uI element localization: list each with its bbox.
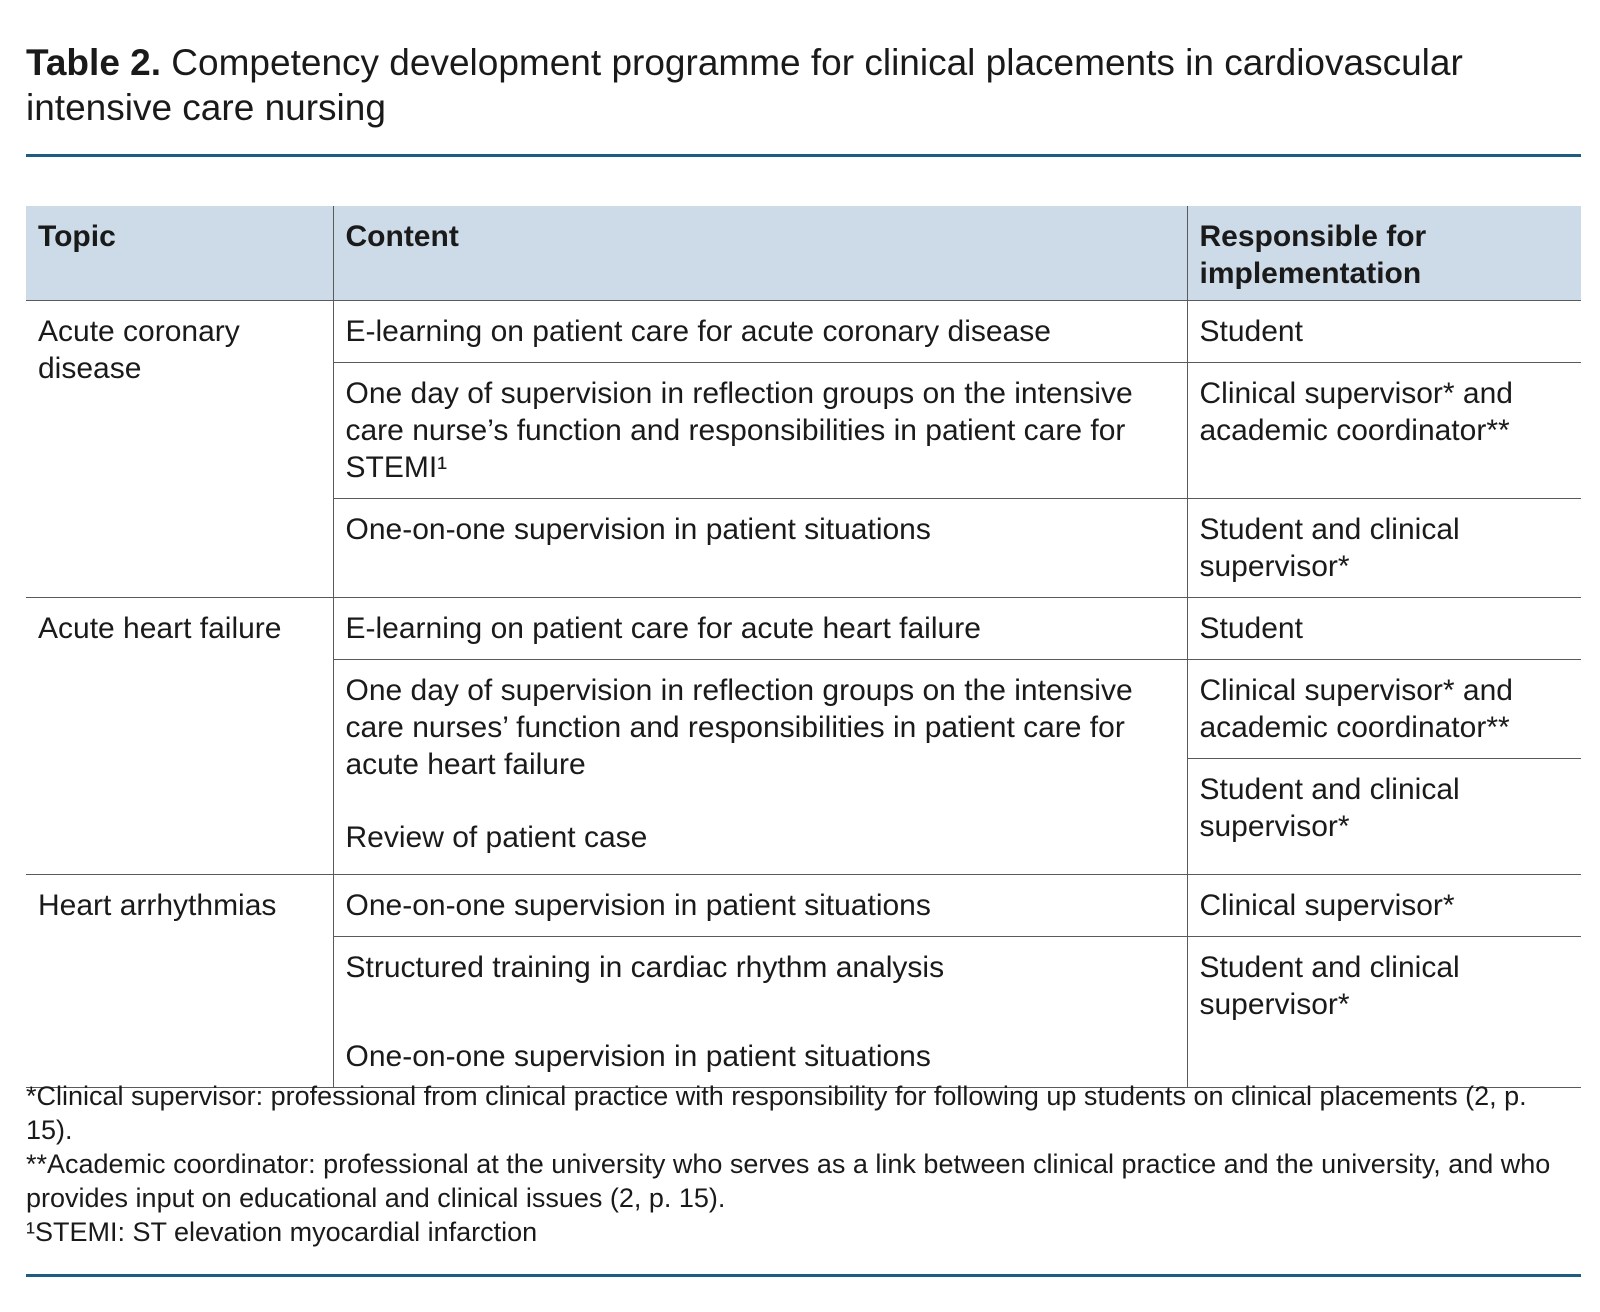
caption-label: Table 2. <box>26 42 162 83</box>
responsible-cell: Student and clinical supervisor* <box>1187 937 1581 1088</box>
footnote-academic-coordinator: **Academic coordinator: professional at the university who serves as a link between clinical practice and the university, and who provides input on educational and clinical issues (2, p. 15). <box>26 1149 1551 1213</box>
footnote-clinical-supervisor: *Clinical supervisor: professional from clinical practice with responsibility for following up students on clinical placements (2, p. 15). <box>26 1081 1527 1145</box>
responsible-cell: Clinical supervisor* <box>1187 875 1581 937</box>
responsible-cell: Clinical supervisor* and academic coordinator** <box>1187 660 1581 759</box>
header-row <box>26 206 1581 301</box>
responsible-cell: Student <box>1187 301 1581 363</box>
responsible-cell: Student and clinical supervisor* <box>1187 499 1581 598</box>
content-cell <box>333 660 1187 875</box>
content-text: Structured training in cardiac rhythm analysis <box>345 951 945 984</box>
table-row <box>26 598 1581 660</box>
content-cell: One-on-one supervision in patient situations <box>333 875 1187 937</box>
topic-cell: Acute heart failure <box>26 598 333 875</box>
competency-table <box>26 206 1581 1088</box>
responsible-cell: Clinical supervisor* and academic coordinator** <box>1187 363 1581 499</box>
table-row <box>26 875 1581 937</box>
caption-text: Competency development programme for clinical placements in cardiovascular intensive care nursing <box>26 42 1463 128</box>
header-topic: Topic <box>26 206 333 301</box>
footnotes <box>26 1079 1566 1249</box>
topic-cell: Acute coronary disease <box>26 301 333 598</box>
footnote-stemi: ¹STEMI: ST elevation myocardial infarction <box>26 1217 538 1247</box>
content-text-secondary: Review of patient case <box>345 821 648 854</box>
table-caption <box>26 40 1566 130</box>
responsible-cell: Student <box>1187 598 1581 660</box>
bottom-rule <box>26 1274 1581 1277</box>
content-text: One day of supervision in reflection groups on the intensive care nurses’ function and responsibilities in patient care for acute heart failure <box>345 674 1133 781</box>
content-cell: E-learning on patient care for acute heart failure <box>333 598 1187 660</box>
content-cell: One day of supervision in reflection groups on the intensive care nurse’s function and responsibilities in patient care for STEMI¹ <box>333 363 1187 499</box>
responsible-cell: Student and clinical supervisor* <box>1187 759 1581 875</box>
content-cell: E-learning on patient care for acute coronary disease <box>333 301 1187 363</box>
top-rule <box>26 154 1581 157</box>
content-cell <box>333 937 1187 1088</box>
table-row <box>26 301 1581 363</box>
header-responsible: Responsible for implementation <box>1187 206 1581 301</box>
content-cell: One-on-one supervision in patient situations <box>333 499 1187 598</box>
topic-cell: Heart arrhythmias <box>26 875 333 1088</box>
content-text-secondary: One-on-one supervision in patient situations <box>345 1040 931 1073</box>
header-content: Content <box>333 206 1187 301</box>
